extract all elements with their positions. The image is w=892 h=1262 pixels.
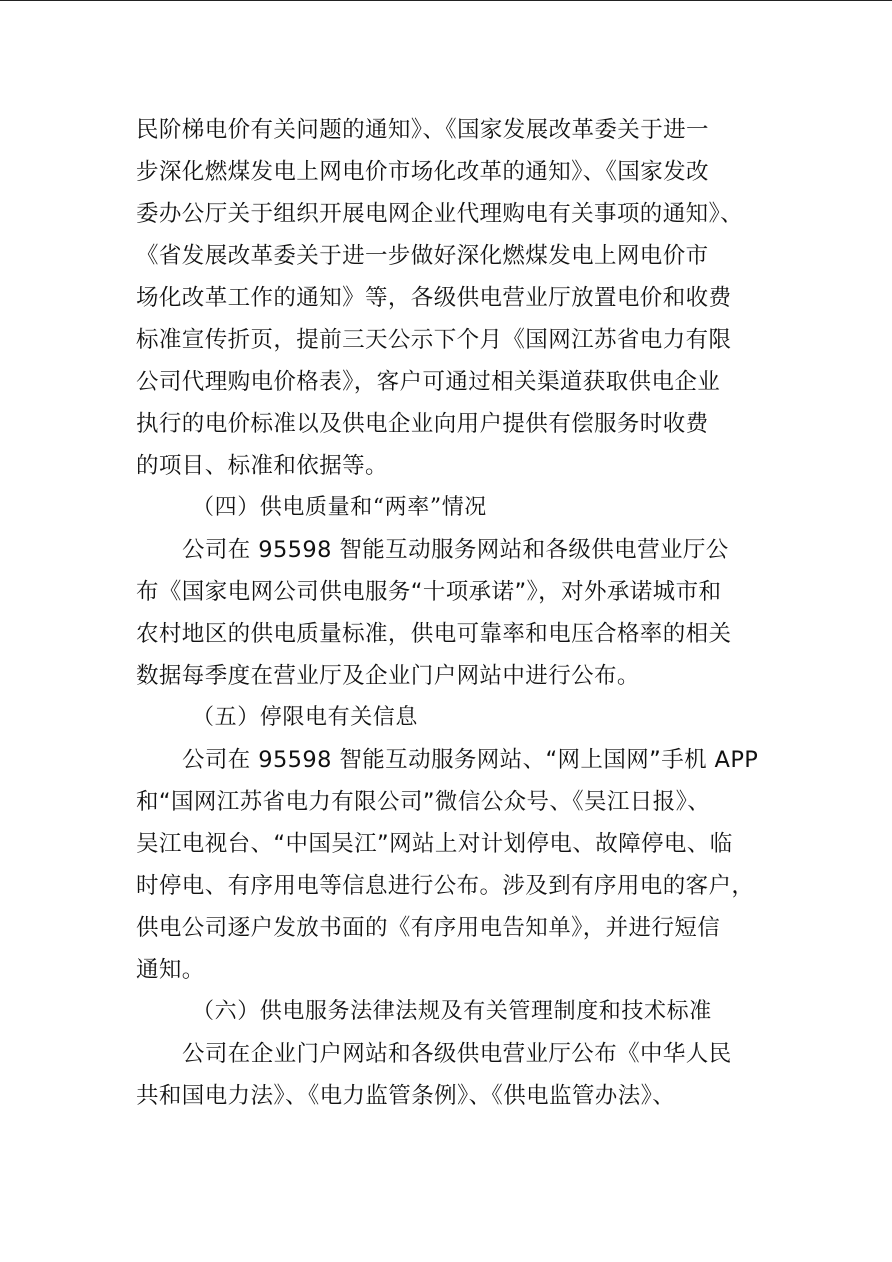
text-line: 场化改革工作的通知》等，各级供电营业厅放置电价和收费 bbox=[136, 285, 732, 311]
text-line: 的项目、标准和依据等。 bbox=[136, 453, 388, 479]
text-line: 供电公司逐户发放书面的《有序用电告知单》，并进行短信 bbox=[136, 915, 721, 941]
text-line: 吴江电视台、“中国吴江”网站上对计划停电、故障停电、临 bbox=[136, 831, 733, 857]
section-heading-5: （五）停限电有关信息 bbox=[192, 705, 419, 730]
paragraph-laws-regulations bbox=[136, 1033, 762, 1117]
text-line: 步深化燃煤发电上网电价市场化改革的通知》、《国家发改 bbox=[136, 159, 709, 185]
text-line: 委办公厅关于组织开展电网企业代理购电有关事项的通知》、 bbox=[136, 201, 744, 227]
paragraph-electricity-price-notices bbox=[136, 109, 762, 487]
paragraph-supply-quality bbox=[136, 529, 762, 697]
text-line: 公司代理购电价格表》，客户可通过相关渠道获取供电企业 bbox=[136, 369, 721, 395]
text-line: 共和国电力法》、《电力监管条例》、《供电监管办法》、 bbox=[136, 1083, 676, 1109]
text-line: 民阶梯电价有关问题的通知》、《国家发展改革委关于进一 bbox=[136, 117, 709, 143]
section-heading-6: （六）供电服务法律法规及有关管理制度和技术标准 bbox=[192, 999, 712, 1024]
text-line: 布《国家电网公司供电服务“十项承诺”》，对外承诺城市和 bbox=[136, 579, 722, 605]
text-line: 时停电、有序用电等信息进行公布。涉及到有序用电的客户， bbox=[136, 873, 755, 899]
text-line: 公司在企业门户网站和各级供电营业厅公布《中华人民 bbox=[182, 1041, 732, 1067]
text-line: 执行的电价标准以及供电企业向用户提供有偿服务时收费 bbox=[136, 411, 709, 437]
text-line: 农村地区的供电质量标准，供电可靠率和电压合格率的相关 bbox=[136, 621, 732, 647]
text-line: 数据每季度在营业厅及企业门户网站中进行公布。 bbox=[136, 663, 640, 689]
text-line: 《省发展改革委关于进一步做好深化燃煤发电上网电价市 bbox=[136, 243, 709, 269]
text-line: 公司在 95598 智能互动服务网站和各级供电营业厅公 bbox=[182, 537, 729, 563]
paragraph-outage-info bbox=[136, 739, 762, 991]
text-line: 标准宣传折页，提前三天公示下个月《国网江苏省电力有限 bbox=[136, 327, 732, 353]
text-line: 和“国网江苏省电力有限公司”微信公众号、《吴江日报》、 bbox=[136, 789, 711, 815]
section-heading-4: （四）供电质量和“两率”情况 bbox=[192, 495, 487, 520]
text-line: 公司在 95598 智能互动服务网站、“网上国网”手机 APP bbox=[182, 747, 759, 773]
document-body bbox=[136, 109, 762, 1117]
text-line: 通知。 bbox=[136, 957, 205, 983]
